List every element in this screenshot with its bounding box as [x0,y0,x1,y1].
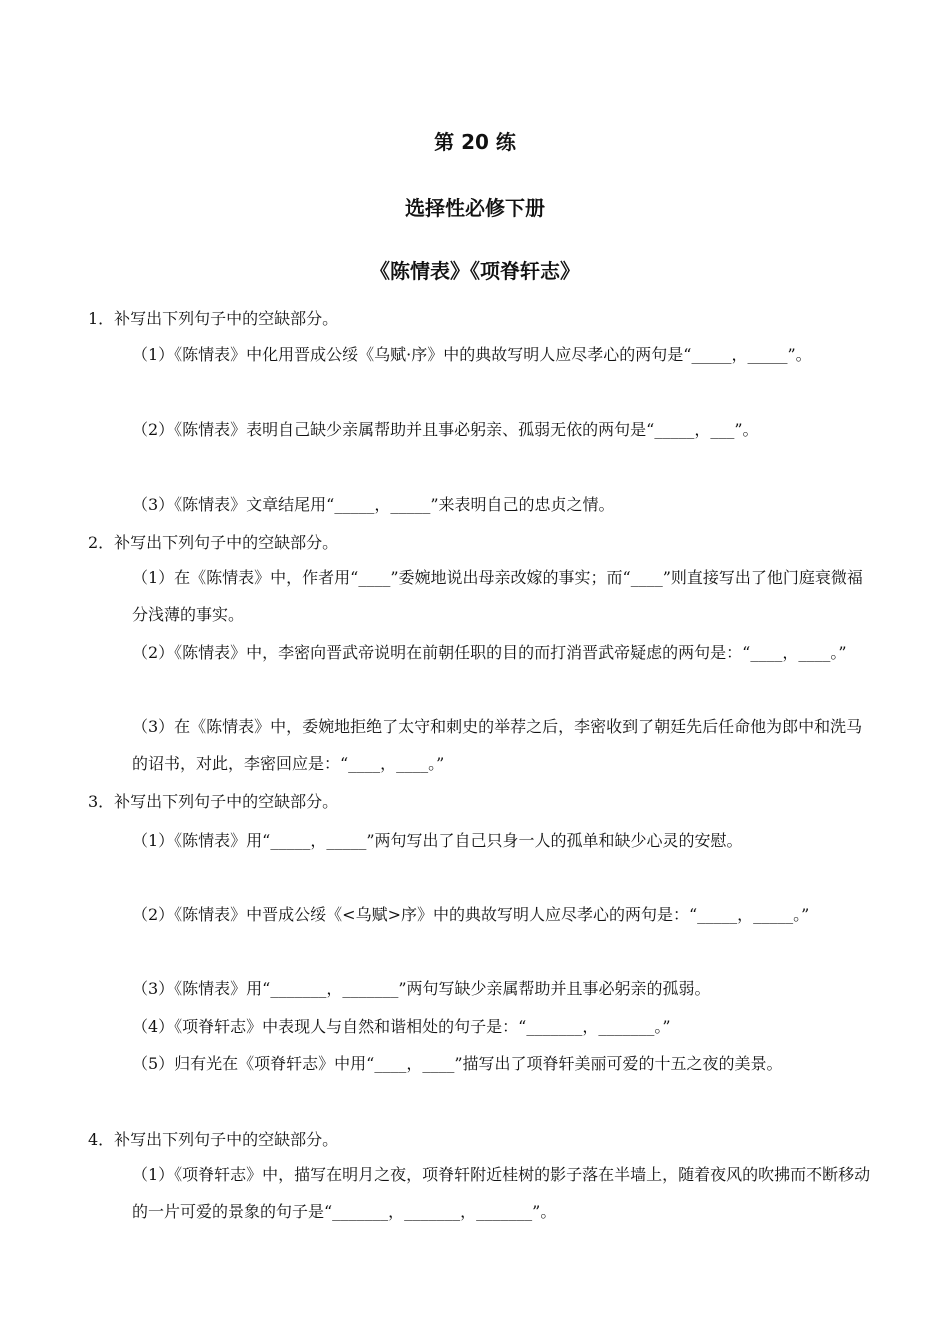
texts-title: 《陈情表》《项脊轩志》 [370,259,580,283]
question-2-item-3: （3）在《陈情表》中，委婉地拒绝了太守和刺史的举荐之后，李密收到了朝廷先后任命他为郎中和洗马的诏书，对此，李密回应是：“____，____。” [132,717,863,773]
question-4-item-1: （1）《项脊轩志》中，描写在明月之夜，项脊轩附近桂树的影子落在半墙上，随着夜风的吹拂而不断移动的一片可爱的景象的句子是“_______，_______，_______”。 [132,1165,871,1221]
question-2-item-1: （1）在《陈情表》中，作者用“____”委婉地说出母亲改嫁的事实；而“____”则直接写出了他门庭衰微福分浅薄的事实。 [132,568,863,624]
question-1-label: 1．补写出下列句子中的空缺部分。 [88,309,339,328]
question-3-item-5: （5）归有光在《项脊轩志》中用“____，____”描写出了项脊轩美丽可爱的十五之夜的美景。 [132,1054,783,1073]
volume-title: 选择性必修下册 [405,196,545,220]
question-3-item-1: （1）《陈情表》用“_____，_____”两句写出了自己只身一人的孤单和缺少心灵的安慰。 [132,831,743,850]
question-2-item-2: （2）《陈情表》中，李密向晋武帝说明在前朝任职的目的而打消晋武帝疑虑的两句是：“____，____。” [132,643,847,662]
question-4-label: 4．补写出下列句子中的空缺部分。 [88,1130,339,1149]
question-1-item-2: （2）《陈情表》表明自己缺少亲属帮助并且事必躬亲、孤弱无依的两句是“_____，___”。 [132,420,759,439]
question-3-item-3: （3）《陈情表》用“_______，_______”两句写缺少亲属帮助并且事必躬亲的孤弱。 [132,979,711,998]
question-1-item-3: （3）《陈情表》文章结尾用“_____，_____”来表明自己的忠贞之情。 [132,495,615,514]
question-3-item-2: （2）《陈情表》中晋成公绥《<乌赋>序》中的典故写明人应尽孝心的两句是：“_____，_____。” [132,905,810,924]
question-1-item-1: （1）《陈情表》中化用晋成公绥《乌赋·序》中的典故写明人应尽孝心的两句是“_____，_____”。 [132,345,812,364]
question-2-label: 2．补写出下列句子中的空缺部分。 [88,533,339,552]
lesson-title: 第 20 练 [434,130,516,154]
question-3-item-4: （4）《项脊轩志》中表现人与自然和谐相处的句子是：“_______，_______。” [132,1017,671,1036]
question-3-label: 3．补写出下列句子中的空缺部分。 [88,792,339,811]
